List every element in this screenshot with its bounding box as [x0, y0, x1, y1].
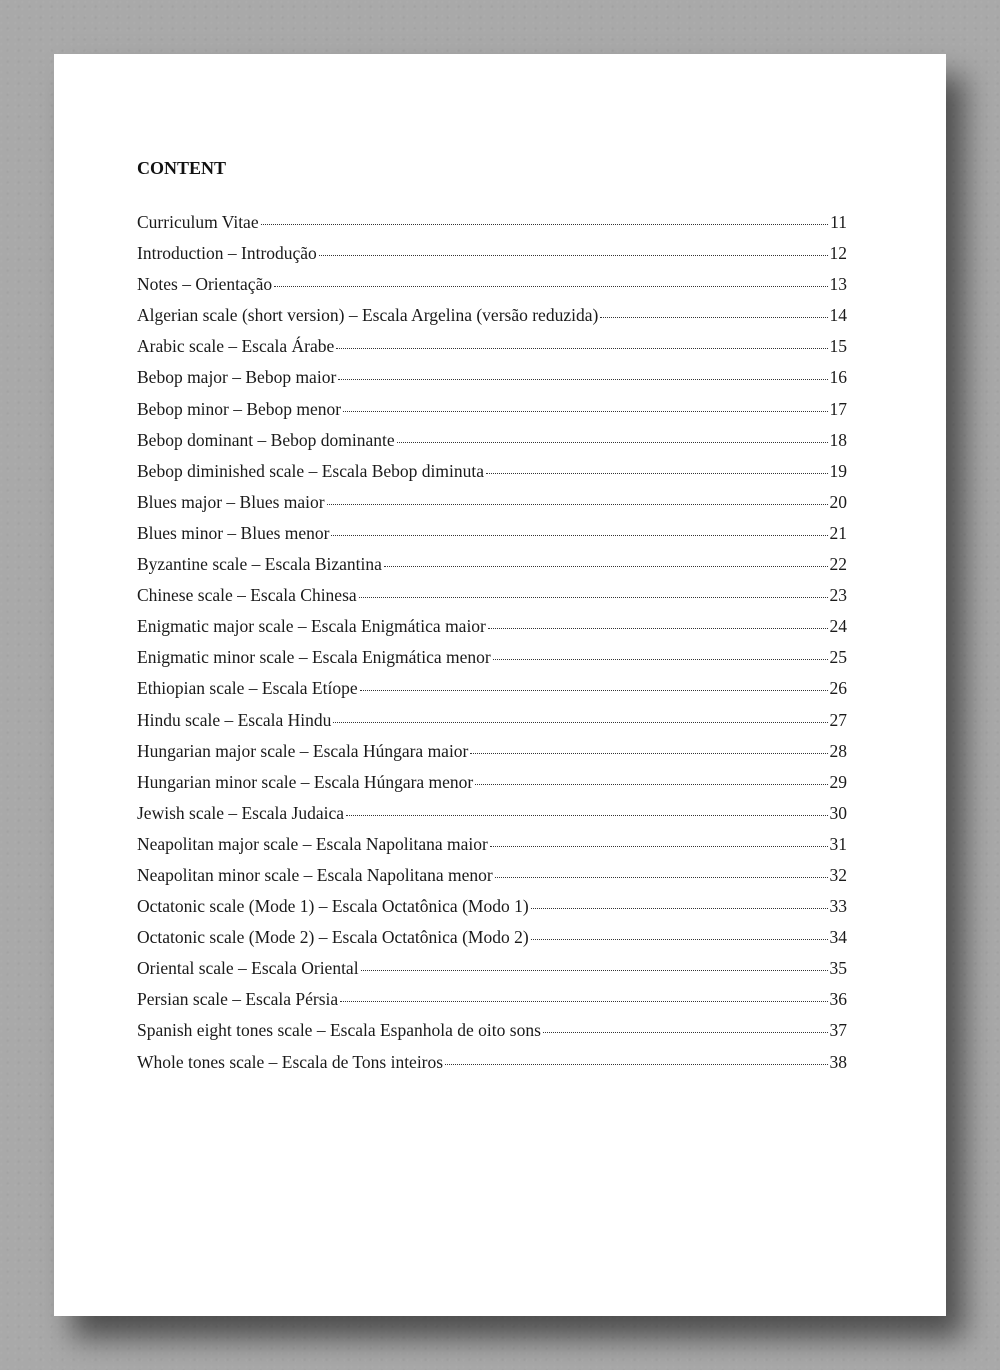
dot-leader: [343, 411, 827, 412]
toc-entry-page-number: 34: [829, 927, 847, 948]
toc-entry-title: Hungarian major scale – Escala Húngara maior: [137, 740, 469, 761]
toc-entry[interactable]: [137, 1020, 847, 1051]
toc-entry-title: Neapolitan minor scale – Escala Napolitana menor: [137, 864, 493, 885]
toc-entry[interactable]: [137, 803, 847, 834]
dot-leader: [531, 908, 828, 909]
dot-leader: [274, 286, 827, 287]
toc-entry[interactable]: [137, 834, 847, 865]
dot-leader: [470, 753, 827, 754]
toc-entry-page-number: 13: [829, 274, 847, 295]
toc-entry[interactable]: [137, 367, 847, 398]
dot-leader: [333, 722, 827, 723]
dot-leader: [543, 1032, 828, 1033]
dot-leader: [384, 566, 828, 567]
toc-entry[interactable]: [137, 1052, 847, 1083]
toc-entry-page-number: 19: [829, 460, 847, 481]
toc-entry[interactable]: [137, 554, 847, 585]
toc-entry-page-number: 20: [829, 491, 847, 512]
toc-entry-title: Whole tones scale – Escala de Tons inteiros: [137, 1051, 444, 1072]
toc-entry[interactable]: [137, 927, 847, 958]
dot-leader: [475, 784, 827, 785]
toc-entry-page-number: 21: [829, 522, 847, 543]
toc-entry[interactable]: [137, 523, 847, 554]
toc-entry-title: Curriculum Vitae: [137, 212, 259, 232]
toc-entry[interactable]: [137, 678, 847, 709]
toc-entry[interactable]: [137, 399, 847, 430]
toc-entry[interactable]: [137, 274, 847, 305]
toc-entry[interactable]: [137, 616, 847, 647]
toc-entry-page-number: 18: [829, 429, 847, 450]
dot-leader: [490, 846, 828, 847]
dot-leader: [397, 442, 828, 443]
toc-entry[interactable]: [137, 710, 847, 741]
dot-leader: [327, 504, 828, 505]
toc-entry-page-number: 23: [829, 585, 847, 606]
dot-leader: [261, 224, 829, 225]
toc-entry-page-number: 12: [829, 243, 847, 264]
toc-entry-page-number: 27: [829, 709, 847, 730]
dot-leader: [488, 628, 828, 629]
toc-entry-page-number: 36: [829, 989, 847, 1010]
toc-entry-page-number: 11: [830, 212, 847, 232]
toc-entry-page-number: 22: [829, 554, 847, 575]
toc-entry-title: Byzantine scale – Escala Bizantina: [137, 554, 382, 575]
toc-entry[interactable]: [137, 336, 847, 367]
toc-entry-page-number: 32: [829, 864, 847, 885]
toc-entry[interactable]: [137, 492, 847, 523]
toc-entry-page-number: 17: [829, 398, 847, 419]
dot-leader: [531, 939, 828, 940]
toc-entry[interactable]: [137, 865, 847, 896]
dot-leader: [319, 255, 828, 256]
toc-entry-title: Chinese scale – Escala Chinesa: [137, 585, 357, 606]
toc-entry[interactable]: [137, 585, 847, 616]
toc-entry-title: Bebop dominant – Bebop dominante: [137, 429, 395, 450]
toc-entry-page-number: 25: [829, 647, 847, 668]
toc-entry-page-number: 15: [829, 336, 847, 357]
dot-leader: [336, 348, 827, 349]
toc-entry[interactable]: [137, 430, 847, 461]
toc-entry-page-number: 16: [829, 367, 847, 388]
toc-entry-page-number: 14: [829, 305, 847, 326]
dot-leader: [361, 970, 828, 971]
toc-entry-page-number: 29: [829, 771, 847, 792]
toc-entry-title: Bebop diminished scale – Escala Bebop diminuta: [137, 460, 485, 481]
toc-entry[interactable]: [137, 305, 847, 336]
dot-leader: [359, 597, 828, 598]
toc-entry-title: Blues minor – Blues menor: [137, 522, 330, 543]
toc-entry[interactable]: [137, 772, 847, 803]
toc-entry-title: Enigmatic minor scale – Escala Enigmática menor: [137, 647, 491, 668]
toc-entry-title: Octatonic scale (Mode 2) – Escala Octatônica (Modo 2): [137, 927, 529, 948]
toc-entry-title: Blues major – Blues maior: [137, 491, 325, 512]
toc-entry-title: Notes – Orientação: [137, 274, 273, 295]
toc-entry-title: Oriental scale – Escala Oriental: [137, 958, 359, 979]
dot-leader: [338, 379, 827, 380]
toc-entry-page-number: 28: [829, 740, 847, 761]
dot-leader: [493, 659, 828, 660]
dot-leader: [340, 1001, 827, 1002]
toc-entry-page-number: 30: [829, 802, 847, 823]
toc-entry-page-number: 24: [829, 616, 847, 637]
toc-entry[interactable]: [137, 958, 847, 989]
toc-entry-page-number: 35: [829, 958, 847, 979]
toc-entry-title: Hungarian minor scale – Escala Húngara menor: [137, 771, 474, 792]
toc-entry-title: Jewish scale – Escala Judaica: [137, 802, 345, 823]
toc-entry-page-number: 33: [829, 896, 847, 917]
toc-entry-title: Algerian scale (short version) – Escala Argelina (versão reduzida): [137, 305, 599, 326]
toc-entry[interactable]: [137, 741, 847, 772]
dot-leader: [445, 1064, 827, 1065]
toc-entry-title: Enigmatic major scale – Escala Enigmática maior: [137, 616, 486, 637]
toc-entry[interactable]: [137, 212, 847, 243]
toc-heading: CONTENT: [137, 158, 227, 178]
toc-entry-page-number: 38: [829, 1051, 847, 1072]
toc-entry-title: Octatonic scale (Mode 1) – Escala Octatônica (Modo 1): [137, 896, 529, 917]
dot-leader: [360, 690, 828, 691]
toc-entry-title: Hindu scale – Escala Hindu: [137, 709, 332, 730]
toc-entry-page-number: 31: [829, 833, 847, 854]
toc-entry[interactable]: [137, 461, 847, 492]
toc-entry-title: Ethiopian scale – Escala Etíope: [137, 678, 358, 699]
dot-leader: [331, 535, 827, 536]
dot-leader: [600, 317, 827, 318]
toc-entry-title: Persian scale – Escala Pérsia: [137, 989, 339, 1010]
toc-entry-title: Arabic scale – Escala Árabe: [137, 336, 335, 357]
toc-entry[interactable]: [137, 243, 847, 274]
toc-entry[interactable]: [137, 896, 847, 927]
toc-entry-title: Neapolitan major scale – Escala Napolitana maior: [137, 833, 488, 854]
table-of-contents: [137, 212, 847, 1083]
toc-entry[interactable]: [137, 989, 847, 1020]
toc-entry-title: Bebop minor – Bebop menor: [137, 398, 342, 419]
toc-entry-title: Spanish eight tones scale – Escala Espanhola de oito sons: [137, 1020, 541, 1041]
toc-entry[interactable]: [137, 647, 847, 678]
dot-leader: [486, 473, 827, 474]
toc-entry-page-number: 37: [829, 1020, 847, 1041]
dot-leader: [346, 815, 827, 816]
toc-entry-page-number: 26: [829, 678, 847, 699]
toc-entry-title: Introduction – Introdução: [137, 243, 317, 264]
toc-entry-title: Bebop major – Bebop maior: [137, 367, 337, 388]
document-page: [54, 54, 946, 1316]
dot-leader: [495, 877, 828, 878]
